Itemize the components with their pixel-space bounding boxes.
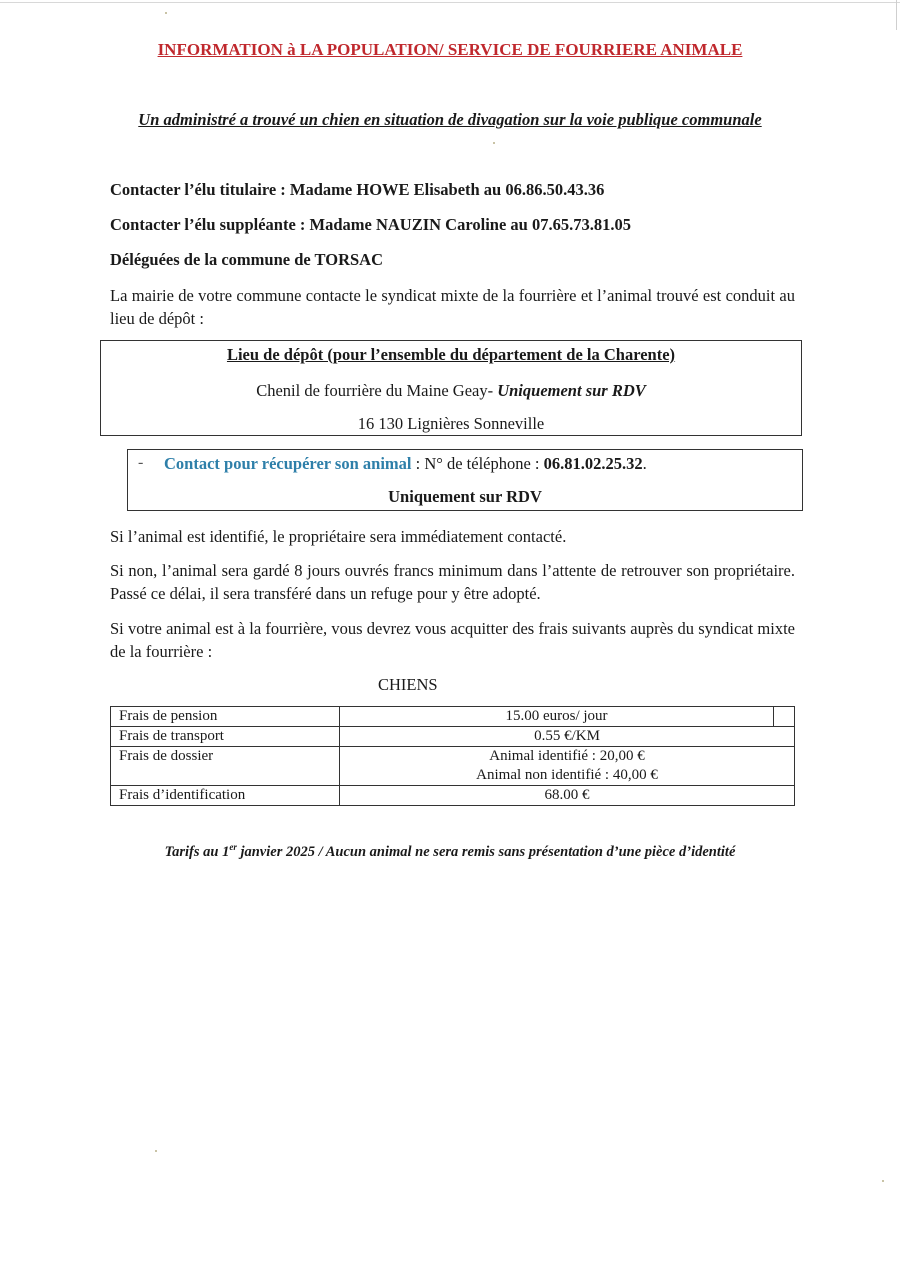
fees-table	[110, 706, 795, 806]
list-dash: -	[138, 454, 144, 471]
depot-rdv: Uniquement sur RDV	[497, 381, 646, 400]
fee-value: 0.55 €/KM	[340, 727, 795, 747]
fee-value-cell	[340, 747, 795, 786]
depot-address: 16 130 Lignières Sonneville	[357, 414, 545, 433]
table-row	[111, 707, 795, 727]
empty-cell	[774, 707, 795, 727]
table-row	[111, 786, 795, 806]
contact-titulaire: Contacter l’élu titulaire : Madame HOWE Elisabeth au 06.86.50.43.36	[110, 180, 605, 199]
scan-speck	[155, 1150, 157, 1152]
contact-suppleante: Contacter l’élu suppléante : Madame NAUZIN Caroline au 07.65.73.81.05	[110, 215, 631, 234]
recovery-phone: 06.81.02.25.32	[543, 454, 643, 473]
recovery-phone-prefix: : N° de téléphone :	[411, 454, 544, 473]
scan-speck	[165, 12, 167, 14]
fee-value: 15.00 euros/ jour	[340, 707, 774, 727]
scan-speck	[493, 142, 495, 144]
recovery-contact-line	[164, 454, 647, 474]
depot-name-line	[101, 381, 801, 401]
depot-name: Chenil de fourrière du Maine Geay-	[256, 381, 494, 400]
scan-speck	[882, 1180, 884, 1182]
fees-section-title: CHIENS	[378, 675, 438, 694]
fee-label: Frais de pension	[111, 707, 340, 727]
recovery-phone-suffix: .	[642, 454, 647, 473]
fee-value-secondary: Animal non identifié : 40,00 €	[476, 767, 658, 783]
recovery-rdv: Uniquement sur RDV	[388, 487, 542, 506]
tariff-footnote	[0, 842, 900, 861]
table-row	[111, 727, 795, 747]
depot-box	[100, 340, 802, 436]
fee-value: 68.00 €	[340, 786, 795, 806]
fee-label: Frais de dossier	[111, 747, 340, 786]
scan-edge-right	[896, 0, 897, 30]
document-title: INFORMATION à LA POPULATION/ SERVICE DE FOURRIERE ANIMALE	[157, 40, 743, 59]
recovery-label: Contact pour récupérer son animal	[164, 454, 412, 473]
identified-paragraph: Si l’animal est identifié, le propriétaire sera immédiatement contacté.	[110, 527, 567, 546]
table-row	[111, 747, 795, 786]
not-identified-paragraph: Si non, l’animal sera gardé 8 jours ouvrés francs minimum dans l’attente de retrouver son propriétaire. Passé ce délai, il sera transféré dans un refuge pour y être adopté.	[110, 561, 795, 603]
intro-paragraph: La mairie de votre commune contacte le syndicat mixte de la fourrière et l’animal trouvé est conduit au lieu de dépôt :	[110, 286, 795, 328]
scan-edge-top	[0, 2, 900, 3]
fee-label: Frais de transport	[111, 727, 340, 747]
document-subtitle: Un administré a trouvé un chien en situation de divagation sur la voie publique communale	[138, 110, 762, 129]
depot-heading: Lieu de dépôt (pour l’ensemble du département de la Charente)	[226, 345, 676, 364]
footer-sup: er	[229, 842, 237, 852]
fees-intro-paragraph: Si votre animal est à la fourrière, vous devrez vous acquitter des frais suivants auprès du syndicat mixte de la fourrière :	[110, 619, 795, 661]
recovery-box	[127, 449, 803, 511]
fee-label: Frais d’identification	[111, 786, 340, 806]
fee-value: Animal identifié : 20,00 €	[489, 748, 645, 764]
footer-suffix: janvier 2025 / Aucun animal ne sera remis sans présentation d’une pièce d’identité	[236, 843, 736, 860]
footer-prefix: Tarifs au 1	[164, 843, 230, 860]
deleguees-line: Déléguées de la commune de TORSAC	[110, 250, 384, 269]
